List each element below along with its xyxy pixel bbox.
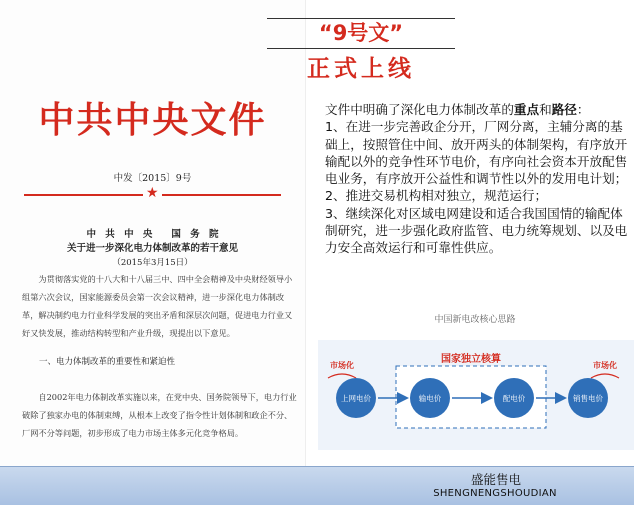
document-paragraph-1: 为贯彻落实党的十八大和十八届三中、四中全会精神及中央财经领导小组第六次会议，国家能源委员会第一次会议精神，进一步深化电力体制改革，解决制约电力行业科学发展的突出矛盾和深层次问题，促进电力行业又好又快发展，推动结构转型和产业升级，现提出以下意见。 [22,274,293,338]
right-market-arrow [591,374,619,378]
summary-point-3: 3、继续深化对区域电网建设和适合我国国情的输配体制研究，进一步强化政府监管、电力统筹规划、以及电力安全高效运行和可靠性供应。 [325,205,628,256]
center-label: 国家独立核算 [441,354,501,365]
document-number: 中发〔2015〕9号 [113,173,192,184]
document-date: （2015年3月15日） [112,258,193,268]
node-label: 上网电价 [341,394,371,403]
header-rule-top [267,18,455,19]
company-name-cn: 盛能售电 [470,472,521,487]
document-paragraph-2: 自2002年电力体制改革实施以来，在党中央、国务院领导下，电力行业破除了独家办电的体制束缚，从根本上改变了指令性计划体制和政企不分、厂网不分等问题，初步形成了电力市场主体多元化竞争格局。 [22,392,297,438]
summary-intro: 文件中明确了深化电力体制改革的重点和路径： [325,102,590,117]
node-label: 销售电价 [573,394,603,403]
right-market-label: 市场化 [593,361,617,370]
document-subject: 关于进一步深化电力体制改革的若干意见 [66,243,238,254]
header-quote-title: “9号文” [318,21,404,45]
document-issuer: 中 共 中 央 国 务 院 [86,229,219,240]
star-icon: ★ [143,185,162,201]
header-rule-bottom [267,48,455,49]
left-market-arrow [328,374,356,378]
header-main-title: 正式上线 [307,56,415,82]
summary-text [325,101,631,257]
summary-point-2: 2、推进交易机构相对独立，规范运行； [325,188,548,204]
document-title: 中共中央文件 [38,99,267,141]
document-image [0,0,306,468]
node-label: 输电价 [418,394,442,403]
left-market-label: 市场化 [330,361,354,370]
document-heading-1: 一、电力体制改革的重要性和紧迫性 [39,357,176,367]
company-name-en: SHENGNENGSHOUDIAN [433,488,557,499]
node-label: 配电价 [502,394,526,403]
reform-diagram-svg [318,340,634,450]
reform-diagram [318,340,634,450]
diagram-title: 中国新电改核心思路 [434,315,516,325]
summary-point-1: 1、在进一步完善政企分开，厂网分离，主辅分离的基础上，按照管住中间、放开两头的体制架构，有序放开输配以外的竞争性环节电价，有序向社会资本开放配售电业务，有序放开公益性和调节性以外的发用电计划； [325,119,628,187]
